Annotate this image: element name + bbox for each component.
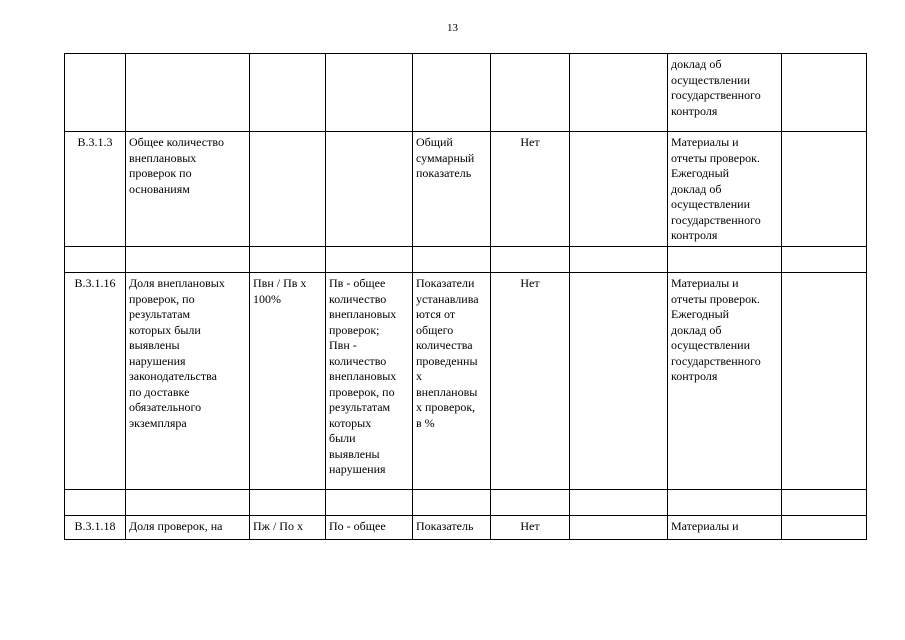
empty-cell xyxy=(326,247,413,273)
table-row xyxy=(65,54,867,132)
empty-cell xyxy=(570,54,668,132)
indicators-table xyxy=(64,53,867,540)
empty-cell xyxy=(126,490,250,516)
empty-cell xyxy=(491,490,570,516)
empty-cell xyxy=(570,516,668,540)
indicator-code-cell: В.3.1.16 xyxy=(65,273,126,490)
indicator-name-cell xyxy=(126,54,250,132)
formula-cell: Пвн / Пв х 100% xyxy=(250,273,326,490)
indicator-name-cell: Общее количество внеплановых проверок по основаниям xyxy=(126,132,250,247)
empty-cell xyxy=(570,490,668,516)
empty-cell xyxy=(782,490,867,516)
empty-cell xyxy=(782,516,867,540)
variables-cell: Пв - общее количество внеплановых проверок; Пвн - количество внеплановых проверок, по результатам которых были выявлены нарушения xyxy=(326,273,413,490)
method-cell: Общий суммарный показатель xyxy=(413,132,491,247)
empty-cell xyxy=(250,247,326,273)
table-row xyxy=(65,132,867,247)
empty-cell xyxy=(65,247,126,273)
availability-cell xyxy=(491,54,570,132)
variables-cell: По - общее xyxy=(326,516,413,540)
formula-cell xyxy=(250,54,326,132)
empty-cell xyxy=(570,247,668,273)
empty-cell xyxy=(570,132,668,247)
empty-cell xyxy=(668,490,782,516)
indicator-code-cell xyxy=(65,54,126,132)
indicator-name-cell: Доля проверок, на xyxy=(126,516,250,540)
table-row xyxy=(65,247,867,273)
variables-cell xyxy=(326,54,413,132)
indicator-name-cell: Доля внеплановых проверок, по результатам которых были выявлены нарушения законодательства по доставке обязательного экземпляра xyxy=(126,273,250,490)
source-cell: Материалы и xyxy=(668,516,782,540)
source-cell: доклад об осуществлении государственного контроля xyxy=(668,54,782,132)
table-row xyxy=(65,273,867,490)
formula-cell: Пж / По х xyxy=(250,516,326,540)
availability-cell: Нет xyxy=(491,273,570,490)
indicator-code-cell: В.3.1.3 xyxy=(65,132,126,247)
source-cell: Материалы и отчеты проверок. Ежегодный доклад об осуществлении государственного контроля xyxy=(668,132,782,247)
empty-cell xyxy=(782,247,867,273)
empty-cell xyxy=(782,54,867,132)
empty-cell xyxy=(668,247,782,273)
availability-cell: Нет xyxy=(491,516,570,540)
source-cell: Материалы и отчеты проверок. Ежегодный доклад об осуществлении государственного контроля xyxy=(668,273,782,490)
page-number: 13 xyxy=(447,22,458,34)
availability-cell: Нет xyxy=(491,132,570,247)
empty-cell xyxy=(250,490,326,516)
method-cell xyxy=(413,54,491,132)
empty-cell xyxy=(782,132,867,247)
method-cell: Показатели устанавлива ются от общего количества проведенны х внеплановы х проверок, в % xyxy=(413,273,491,490)
empty-cell xyxy=(782,273,867,490)
table-row xyxy=(65,490,867,516)
table-row xyxy=(65,516,867,540)
method-cell: Показатель xyxy=(413,516,491,540)
variables-cell xyxy=(326,132,413,247)
empty-cell xyxy=(326,490,413,516)
empty-cell xyxy=(413,490,491,516)
formula-cell xyxy=(250,132,326,247)
empty-cell xyxy=(65,490,126,516)
empty-cell xyxy=(570,273,668,490)
empty-cell xyxy=(413,247,491,273)
empty-cell xyxy=(491,247,570,273)
empty-cell xyxy=(126,247,250,273)
indicator-code-cell: В.3.1.18 xyxy=(65,516,126,540)
